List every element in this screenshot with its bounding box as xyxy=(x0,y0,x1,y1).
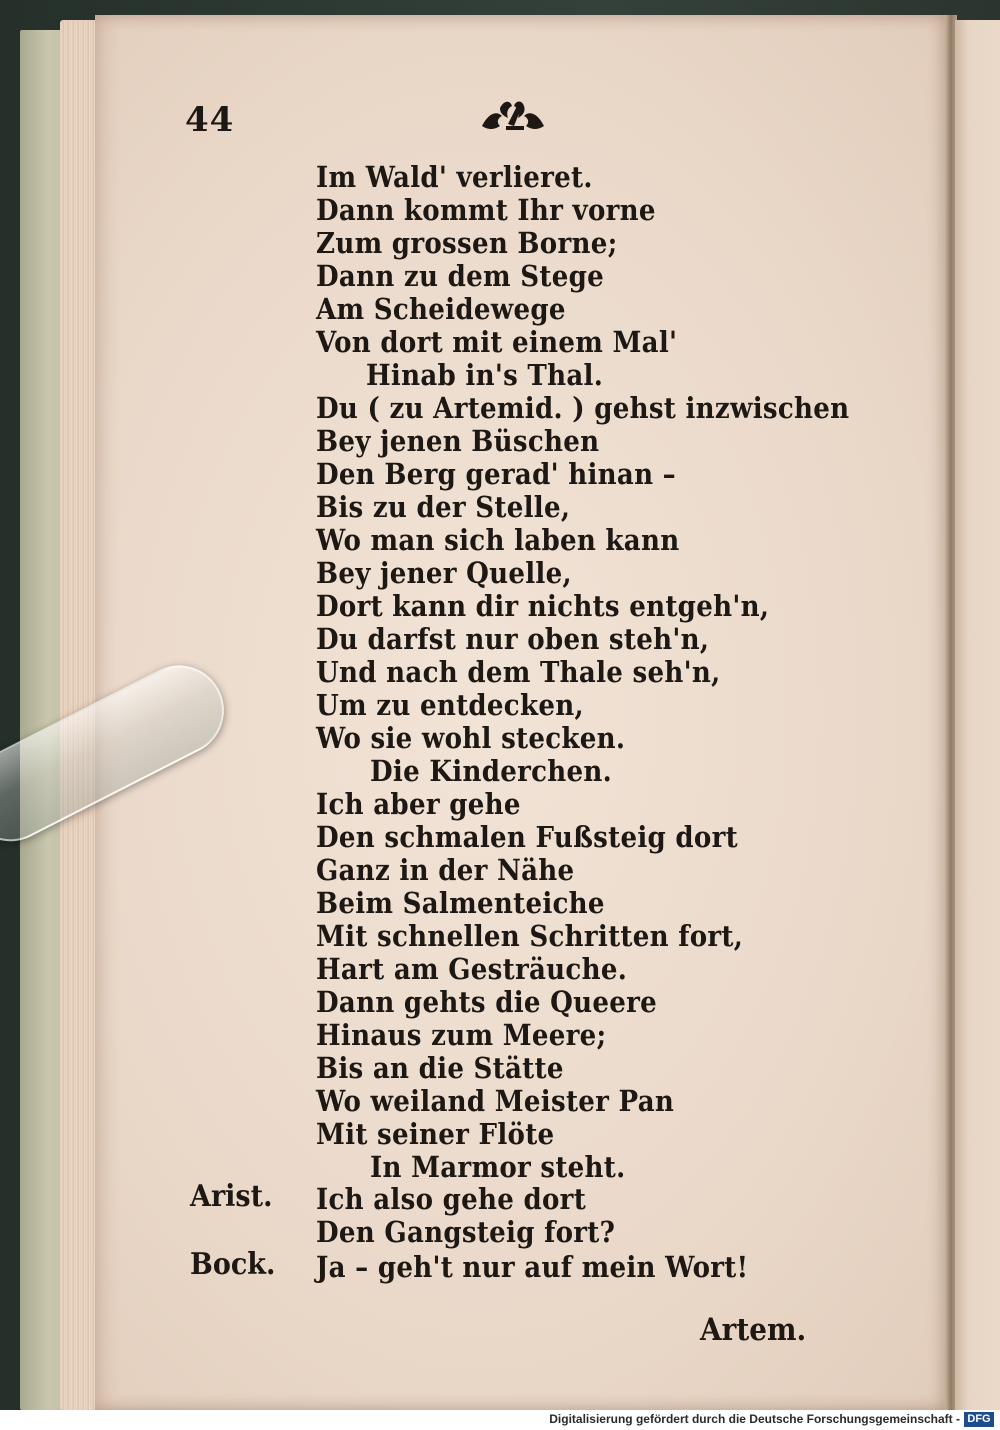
verse-line: Ich aber gehe xyxy=(316,787,521,821)
verse-line: Mit seiner Flöte xyxy=(316,1117,555,1151)
speaker-label: Bock. xyxy=(190,1247,276,1282)
verse-line: Ich also gehe dort xyxy=(316,1182,587,1216)
funding-credit: Digitalisierung gefördert durch die Deutsche Forschungsgemeinschaft - xyxy=(549,1412,960,1426)
verse-line: Bis an die Stätte xyxy=(316,1051,564,1085)
verse-line: Den Berg gerad' hinan – xyxy=(316,457,676,491)
dfg-logo: DFG xyxy=(964,1412,994,1427)
verse-line: Die Kinderchen. xyxy=(370,754,613,788)
verse-line: Am Scheidewege xyxy=(316,292,566,326)
verse-line: Bis zu der Stelle, xyxy=(316,490,571,524)
verse-line: Um zu entdecken, xyxy=(316,688,584,722)
verse-line: Wo man sich laben kann xyxy=(316,523,680,557)
verse-line: Bey jenen Büschen xyxy=(316,424,600,458)
verse-line: Bey jener Quelle, xyxy=(316,556,572,590)
verse-line: In Marmor steht. xyxy=(370,1150,626,1184)
verse-line: Wo weiland Meister Pan xyxy=(316,1084,675,1118)
printer-ornament-icon xyxy=(478,96,548,136)
verse-line: Und nach dem Thale seh'n, xyxy=(316,655,721,689)
page-number: 44 xyxy=(185,100,235,140)
verse-line: Hinab in's Thal. xyxy=(366,358,604,392)
verse-line: Hart am Gesträuche. xyxy=(316,952,628,986)
verse-line: Von dort mit einem Mal' xyxy=(316,325,678,359)
verse-line: Dann zu dem Stege xyxy=(316,259,604,293)
verse-line: Den Gangsteig fort? xyxy=(316,1215,616,1249)
verse-line: Zum grossen Borne; xyxy=(316,226,618,260)
verse-line: Du ( zu Artemid. ) gehst inzwischen xyxy=(316,391,850,425)
verse-line: Den schmalen Fußsteig dort xyxy=(316,820,738,854)
verse-line: Dann kommt Ihr vorne xyxy=(316,193,656,227)
verse-line: Wo sie wohl stecken. xyxy=(316,721,626,755)
verse-line: Ganz in der Nähe xyxy=(316,853,575,887)
verse-line: Dort kann dir nichts entgeh'n, xyxy=(316,589,770,623)
facing-page-edge xyxy=(955,20,1000,1412)
verse-line: Dann gehts die Queere xyxy=(316,985,658,1019)
verse-line: Beim Salmenteiche xyxy=(316,886,605,920)
verse-line: Hinaus zum Meere; xyxy=(316,1018,607,1052)
speaker-label: Arist. xyxy=(190,1179,273,1214)
verse-line: Du darfst nur oben steh'n, xyxy=(316,622,710,656)
verse-line: Mit schnellen Schritten fort, xyxy=(316,919,744,953)
verse-line: Ja – geh't nur auf mein Wort! xyxy=(316,1250,749,1284)
catchword: Artem. xyxy=(700,1312,807,1348)
verse-line: Im Wald' verlieret. xyxy=(316,160,593,194)
